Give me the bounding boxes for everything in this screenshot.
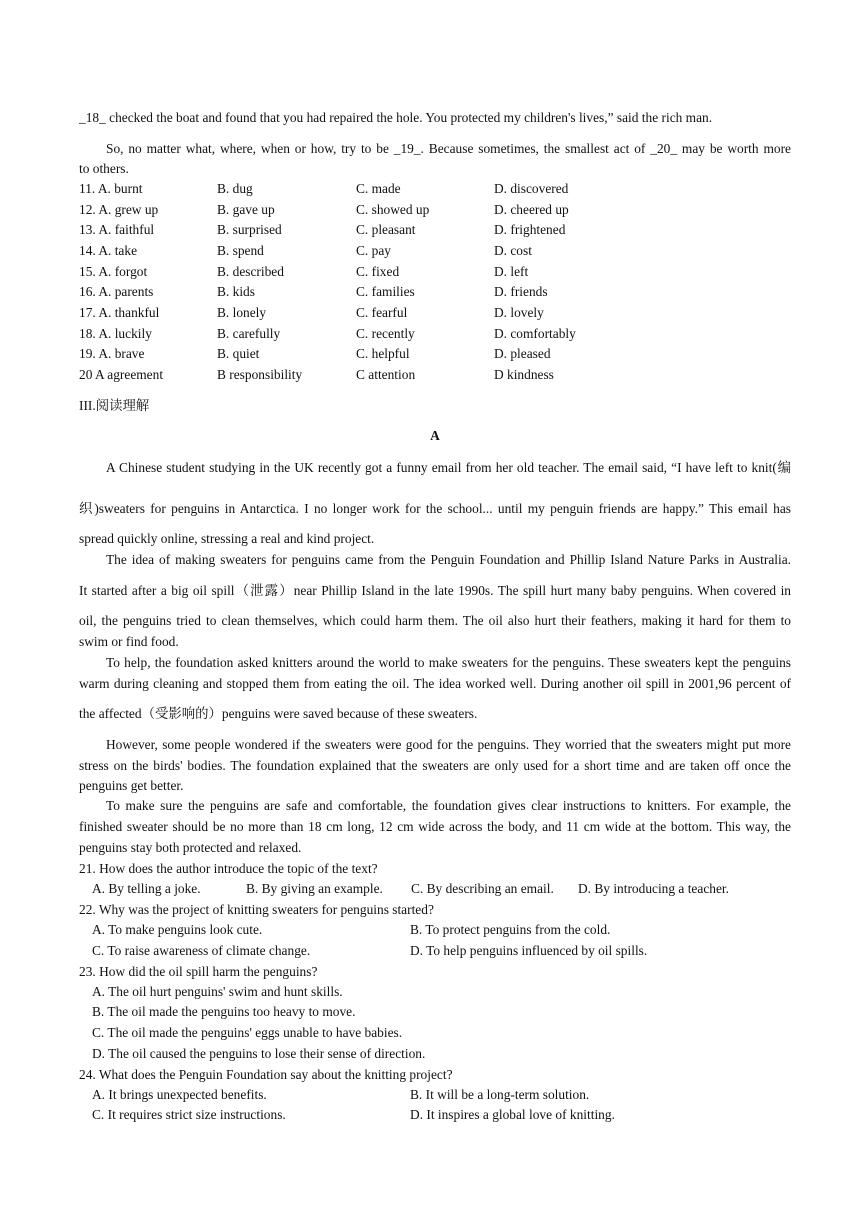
passage-line: swim or find food.	[79, 634, 179, 649]
option-a: 19. A. brave	[79, 346, 145, 361]
answer-option-b[interactable]: B. The oil made the penguins too heavy to move.	[92, 1004, 356, 1019]
option-b: B responsibility	[217, 367, 303, 382]
passage-line: spread quickly online, stressing a real and kind project.	[79, 531, 375, 546]
option-a: 13. A. faithful	[79, 222, 155, 237]
question-stem: 22. Why was the project of knitting sweaters for penguins started?	[79, 902, 434, 917]
option-d: D. friends	[494, 284, 548, 299]
passage-label: A	[430, 428, 440, 443]
passage-line: However, some people wondered if the sweaters were good for the penguins. They worried that the sweaters might put more	[106, 737, 791, 752]
option-a: 12. A. grew up	[79, 202, 159, 217]
section-heading: III.阅读理解	[79, 398, 150, 413]
option-c: C. showed up	[356, 202, 430, 217]
option-b: B. carefully	[217, 326, 281, 341]
answer-option-c[interactable]: C. The oil made the penguins' eggs unable to have babies.	[92, 1025, 403, 1040]
answer-option-b[interactable]: B. It will be a long-term solution.	[410, 1087, 590, 1102]
option-d: D. comfortably	[494, 326, 576, 341]
option-b: B. kids	[217, 284, 255, 299]
answer-option-a[interactable]: A. To make penguins look cute.	[92, 922, 263, 937]
question-stem: 21. How does the author introduce the topic of the text?	[79, 861, 378, 876]
answer-option-c[interactable]: C. It requires strict size instructions.	[92, 1107, 286, 1122]
option-d: D. lovely	[494, 305, 544, 320]
option-c: C. helpful	[356, 346, 410, 361]
option-b: B. gave up	[217, 202, 275, 217]
option-b: B. quiet	[217, 346, 260, 361]
option-d: D kindness	[494, 367, 554, 382]
option-b: B. described	[217, 264, 284, 279]
passage-line: stress on the birds' bodies. The foundation explained that the sweaters are only used for a short time and are taken off once the	[79, 758, 791, 773]
option-d: D. cheered up	[494, 202, 569, 217]
option-c: C. fearful	[356, 305, 408, 320]
option-a: 18. A. luckily	[79, 326, 152, 341]
option-c: C. pleasant	[356, 222, 416, 237]
answer-option-b[interactable]: B. To protect penguins from the cold.	[410, 922, 611, 937]
answer-option-d[interactable]: D. To help penguins influenced by oil spills.	[410, 943, 648, 958]
passage-line: The idea of making sweaters for penguins came from the Penguin Foundation and Phillip Island Nature Parks in Australia.	[106, 552, 791, 567]
passage-line: It started after a big oil spill（泄露）near Phillip Island in the late 1990s. The spill hurt many baby penguins. When covered in	[79, 583, 791, 598]
option-c: C. pay	[356, 243, 391, 258]
option-c: C attention	[356, 367, 416, 382]
passage-line: penguins get better.	[79, 778, 184, 793]
question-stem: 23. How did the oil spill harm the penguins?	[79, 964, 318, 979]
option-d: D. pleased	[494, 346, 551, 361]
option-a: 17. A. thankful	[79, 305, 160, 320]
option-d: D. cost	[494, 243, 532, 258]
option-a: 14. A. take	[79, 243, 138, 258]
answer-option-d[interactable]: D. By introducing a teacher.	[578, 881, 729, 896]
option-c: C. made	[356, 181, 401, 196]
option-c: C. families	[356, 284, 415, 299]
passage-line: finished sweater should be no more than 18 cm long, 12 cm wide across the body, and 11 cm wide at the bottom. This way, the	[79, 819, 791, 834]
passage-line: A Chinese student studying in the UK recently got a funny email from her old teacher. The email said, “I have left to knit(编	[106, 460, 791, 475]
option-b: B. lonely	[217, 305, 267, 320]
option-d: D. frightened	[494, 222, 566, 237]
question-stem: 24. What does the Penguin Foundation say about the knitting project?	[79, 1067, 453, 1082]
option-a: 20 A agreement	[79, 367, 164, 382]
option-c: C. fixed	[356, 264, 400, 279]
answer-option-a[interactable]: A. By telling a joke.	[92, 881, 201, 896]
answer-option-c[interactable]: C. To raise awareness of climate change.	[92, 943, 311, 958]
answer-option-a[interactable]: A. The oil hurt penguins' swim and hunt skills.	[92, 984, 343, 999]
option-b: B. spend	[217, 243, 264, 258]
option-d: D. left	[494, 264, 529, 279]
option-b: B. surprised	[217, 222, 282, 237]
option-a: 16. A. parents	[79, 284, 154, 299]
answer-option-d[interactable]: D. It inspires a global love of knitting.	[410, 1107, 615, 1122]
passage-line: So, no matter what, where, when or how, try to be _19_. Because sometimes, the smallest act of _20_ may be worth more	[106, 141, 791, 156]
option-a: 11. A. burnt	[79, 181, 143, 196]
passage-line: To make sure the penguins are safe and comfortable, the foundation gives clear instructions to knitters. For example, the	[106, 798, 791, 813]
passage-line: oil, the penguins tried to clean themselves, which could harm them. The oil also hurt their feathers, making it hard for them to	[79, 613, 791, 628]
passage-line: To help, the foundation asked knitters around the world to make sweaters for the penguins. These sweaters kept the penguins	[106, 655, 791, 670]
passage-line: _18_ checked the boat and found that you had repaired the hole. You protected my children's lives,” said the rich man.	[79, 110, 713, 125]
answer-option-a[interactable]: A. It brings unexpected benefits.	[92, 1087, 267, 1102]
passage-line: the affected（受影响的）penguins were saved because of these sweaters.	[79, 706, 478, 721]
option-b: B. dug	[217, 181, 253, 196]
passage-line: penguins stay both protected and relaxed.	[79, 840, 302, 855]
passage-line: to others.	[79, 161, 129, 176]
passage-line: warm during cleaning and stopped them from eating the oil. The idea worked well. During another oil spill in 2001,96 percent of	[79, 676, 791, 691]
option-a: 15. A. forgot	[79, 264, 148, 279]
answer-option-c[interactable]: C. By describing an email.	[411, 881, 554, 896]
option-d: D. discovered	[494, 181, 569, 196]
option-c: C. recently	[356, 326, 415, 341]
answer-option-b[interactable]: B. By giving an example.	[246, 881, 383, 896]
answer-option-d[interactable]: D. The oil caused the penguins to lose their sense of direction.	[92, 1046, 426, 1061]
passage-line: 织)sweaters for penguins in Antarctica. I no longer work for the school... until my penguin friends are happy.” This email has	[79, 501, 791, 516]
